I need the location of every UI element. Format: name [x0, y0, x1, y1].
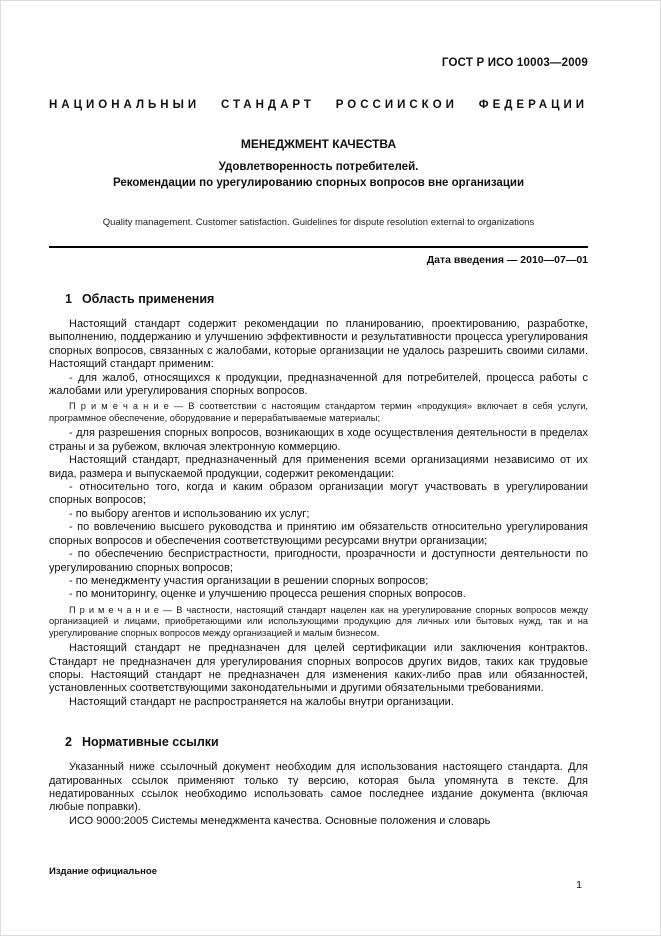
paragraph: ИСО 9000:2005 Системы менеджмента качества. Основные положения и словарь — [69, 814, 491, 827]
section-heading — [49, 735, 588, 749]
note-paragraph: П р и м е ч а н и е — В соответствии с настоящим стандартом термин «продукция» включает в себя услуги, программное обеспечение, оборудование и перерабатываемые материалы; — [49, 401, 588, 423]
section-heading — [49, 292, 588, 306]
document-subtitle — [49, 159, 588, 191]
doc-code: ГОСТ Р ИСО 10003—2009 — [441, 57, 588, 69]
list-item-paragraph: - по вовлечению высшего руководства и принятию им обязательств относительно урегулирования спорных вопросов и обеспечения соответствующими ресурсами внутри организации; — [49, 521, 588, 547]
official-edition-note: Издание официальное — [49, 866, 157, 877]
section-scope — [49, 292, 588, 709]
section-title: Нормативные ссылки — [81, 735, 219, 750]
section-number: 2 — [65, 735, 72, 750]
paragraph: Настоящий стандарт содержит рекомендации по планированию, проектированию, разработке, выполнению, поддержанию и улучшению эффективности и результативности процесса урегулирования спорных вопросов, связанных с жалобами, которые организации не удалось разрешить своими силами. Настоящий стандарт применим: — [49, 318, 588, 371]
section-title: Область применения — [81, 292, 215, 306]
list-item-paragraph: - по выбору агентов и использованию их услуг; — [69, 507, 310, 520]
subtitle-line-1: Удовлетворенность потребителей. — [218, 161, 419, 173]
page-number: 1 — [576, 879, 582, 891]
effective-date: Дата введения — 2010—07—01 — [426, 254, 588, 266]
section-number: 1 — [65, 292, 72, 306]
subtitle-line-2: Рекомендации по урегулированию спорных вопросов вне организации — [112, 177, 525, 189]
paragraph: Настоящий стандарт, предназначенный для применения всеми организациями независимо от их вида, размера и выпускаемой продукции, содержит рекомендации: — [49, 454, 588, 480]
list-item-paragraph: - для жалоб, относящихся к продукции, предназначенной для потребителей, процесса работы с жалобами или урегулирования спорных вопросов. — [49, 371, 588, 398]
list-item-paragraph: - для разрешения спорных вопросов, возникающих в ходе осуществления деятельности в пределах страны и за рубежом, включая электронную коммерцию. — [49, 427, 588, 453]
paragraph: Настоящий стандарт не предназначен для целей сертификации или заключения контрактов. Стандарт не предназначен для урегулирования спорных вопросов других видов, таких как трудовые споры. Настоящий стандарт не предназначен для изменения каких-либо прав или обязанностей, установленных соответствующими законодательными и другими обязательными требованиями. — [49, 642, 588, 695]
paragraph: Указанный ниже ссылочный документ необходим для использования настоящего стандарта. Для датированных ссылок применяют только ту версию, которая была упомянута в тексте. Для недатированных ссылок необходимо использовать самое последнее издание документа (включая любые поправки). — [49, 761, 588, 814]
note-paragraph: П р и м е ч а н и е — В частности, настоящий стандарт нацелен как на урегулирование спорных вопросов между организацией и лицами, приобретающими или использующими продукцию для личных или бытовых нужд, так и на урегулирование спорных вопросов между организацией и малым бизнесом. — [49, 604, 588, 638]
national-standard-banner: НАЦИОНАЛЬНЫЙ СТАНДАРТ РОССИЙСКОЙ ФЕДЕРАЦИИ — [49, 99, 588, 111]
list-item-paragraph: - относительно того, когда и каким образом организации могут участвовать в урегулировании спорных вопросов; — [49, 481, 588, 507]
section-normative-references — [49, 735, 588, 828]
list-item-paragraph: - по менеджменту участия организации в решении спорных вопросов; — [69, 574, 429, 587]
list-item-paragraph: - по обеспечению беспристрастности, пригодности, прозрачности и доступности деятельности по урегулированию спорных вопросов; — [49, 548, 588, 574]
paragraph: Настоящий стандарт не распространяется на жалобы внутри организации. — [69, 695, 454, 708]
header-divider — [49, 246, 588, 248]
document-title-english: Quality management. Customer satisfaction. Guidelines for dispute resolution external to organizations — [102, 217, 535, 228]
list-item-paragraph: - по мониторингу, оценке и улучшению процесса решения спорных вопросов. — [69, 588, 466, 601]
document-title: МЕНЕДЖМЕНТ КАЧЕСТВА — [240, 137, 397, 151]
